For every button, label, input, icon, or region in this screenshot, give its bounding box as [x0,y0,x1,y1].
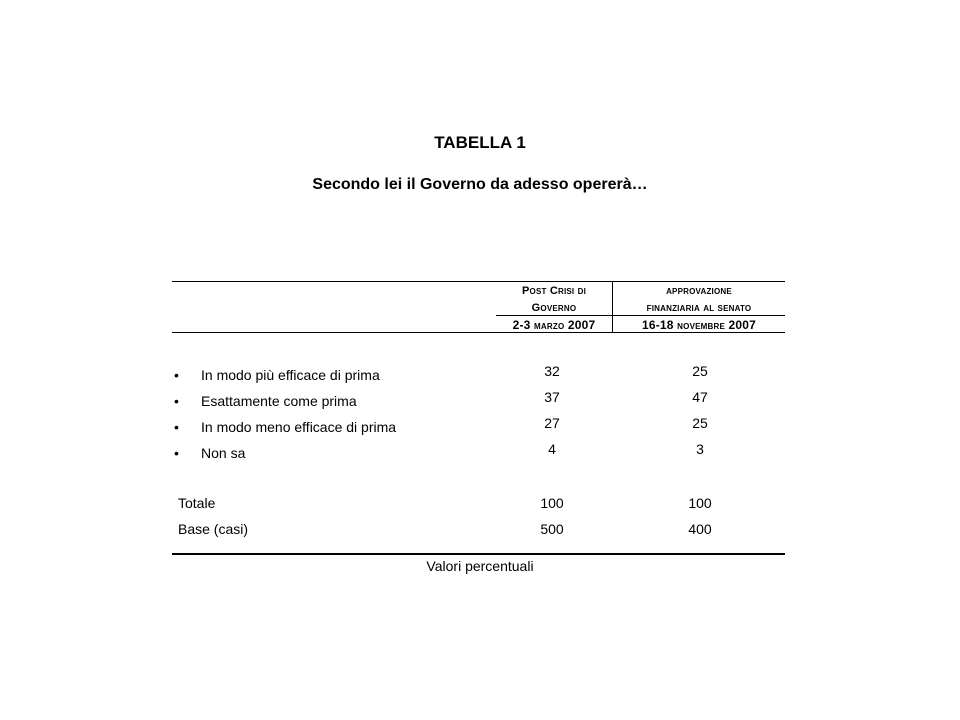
row-value-col1: 27 [544,415,560,431]
top-rule [172,281,785,282]
column-header-1-line2: Governo [531,302,577,314]
row-value-col1: 37 [544,389,560,405]
bottom-rule [172,553,785,555]
base-label: Base (casi) [178,521,249,537]
table-question: Secondo lei il Governo da adesso opererà… [312,176,648,193]
column-header-2 [613,283,785,334]
row-value-col2: 25 [692,415,708,431]
column-header-2-date: 16-18 novembre 2007 [641,318,757,332]
base-value-col2: 400 [688,521,712,537]
row-label: In modo più efficace di prima [201,367,380,383]
row-value-col2: 25 [692,363,708,379]
row-label: Esattamente come prima [201,393,357,409]
base-value-col1: 500 [540,521,564,537]
column-header-1 [496,283,612,334]
bullet-icon: • [174,419,179,435]
bullet-icon: • [174,393,179,409]
row-value-col1: 32 [544,363,560,379]
footnote: Valori percentuali [426,558,534,574]
column-header-2-line2: finanziaria al senato [646,302,752,314]
row-label: Non sa [201,445,246,461]
total-label: Totale [178,495,216,511]
total-value-col1: 100 [540,495,564,511]
row-value-col2: 47 [692,389,708,405]
column-header-1-date: 2-3 marzo 2007 [512,318,596,332]
row-value-col2: 3 [696,441,704,457]
total-value-col2: 100 [688,495,712,511]
bullet-icon: • [174,367,179,383]
column-header-1-line1: Post Crisi di [522,285,586,297]
column-header-2-line1: approvazione [666,285,732,297]
row-value-col1: 4 [548,441,556,457]
row-label: In modo meno efficace di prima [201,419,397,435]
table-title: TABELLA 1 [434,133,526,152]
bullet-icon: • [174,445,179,461]
